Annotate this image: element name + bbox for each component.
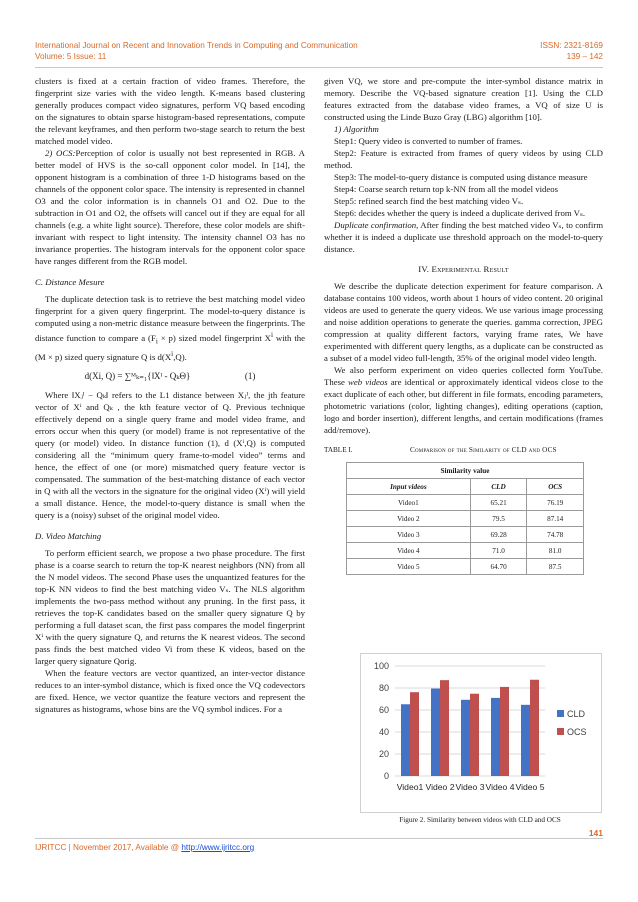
x-tick-label: Video 5 [515,782,545,792]
y-tick-label: 40 [378,727,389,737]
y-tick-label: 60 [378,705,389,715]
paragraph: When the feature vectors are vector quantized, an inter-vector distance reduces to an inter-symbol distance, which is fixed once the VQ codevectors are fixed. Hence, we vector quantize the feature vectors and represent the signatures as histograms, whose bins are the VQ symbol indices. For a [35,667,305,714]
section-heading: D. Video Matching [35,530,102,541]
algorithm-step: Step3: The model-to-query distance is computed using distance measure [334,172,588,182]
journal-link[interactable]: http://www.ijritcc.org [181,843,255,852]
paragraph: clusters is fixed at a certain fraction of video frames. Therefore, the fingerprint size varies with the video length. K-means based clustering generally produces compact video signatures, perform VQ based encoding on the signatures to obtain sparse histogram-based representations, compute the relevant keyframes, and then perform two-stage search to return the best matched model video. [35,76,305,146]
equation-body: d(Xi, Q) = ∑ᴹₖ₌₁{‖Xᴵ - QₖΘ} [84,370,191,381]
table-group-header: Similarity value [347,463,584,479]
paragraph: Where ‖Xⱼᴵ − Qₖ‖ refers to the L1 distance between Xⱼᴵ, the jth feature vector of Xⁱ and Qₖ , the kth feature vector of Q. Previous technique effectively depend on a single query frame and model video frame, and errors occur when this query (or model) frame is not representative of the query (or model) video. In distance function (1), d (Xⁱ,Q) is computed considering all the “minimum query frame-to-model video” terms and hence, the effect of one (or more) mismatched query feature vector is compensated. The summation of the best-matching distance of each vector in Q with all the vectors in the signature for the original video (Xⁱ) will yield a small distance. Hence, the model-to-query distance is small when the query is a (noisy) subset of the original model video. [35,389,305,520]
table-row: Video 2 79.5 87.14 [347,511,584,527]
right-column [324,75,603,575]
equation-number: (1) [244,370,256,381]
algorithm-step: Step1: Query video is converted to number of frames. [334,136,523,146]
legend-label: CLD [567,709,586,719]
issn: ISSN: 2321-8169 [540,41,603,50]
header-rule [35,67,603,68]
paragraph: 2) OCS:Perception of color is usually not best represented in RGB. A better model of HVS is the so-call opponent color model. In [14], the opponent histogram is a combination of three 1-D histograms based on the channels of the opponent color space. The intensity is represented in channel O3 and the color information is in channels O1 and O2. Due to the subtraction in O1 and O2, the offsets will cancel out if they are equal for all channels (e.g. a white light source). Therefore, these color models are shift-invariant with respect to light intensity. The intensity channel O3 has no invariance properties. The histogram intervals for the opponent color space have ranges different from the RGB model. [35,148,306,266]
y-tick-label: 80 [378,683,389,693]
bar-cld [461,700,470,776]
equation [35,370,305,382]
table-row: Video1 65.21 76.19 [347,495,584,511]
y-tick-label: 0 [383,771,389,781]
bar-cld [491,698,500,776]
chart-svg [361,654,601,812]
bar-ocs [410,692,419,776]
journal-header [35,40,358,62]
section-heading: IV. Experimental Result [418,264,509,274]
x-tick-label: Video 2 [425,782,455,792]
legend-swatch [557,728,564,735]
table-row: Video 5 64.70 87.5 [347,559,584,575]
paragraph: The duplicate detection task is to retrieve the best matching model video fingerprint for a given query fingerprint. The model-to-query distance is computed using a non-metric distance measure between the fingerprints. The distance function to compare a $(F_i \times p)$ sized model fingerprint $X^i$ with the (M × p) sized query signature Q is $d(X^i,Q)$. [35,294,306,362]
x-tick-label: Video 3 [455,782,485,792]
journal-title: International Journal on Recent and Innovation Trends in Computing and Communication [35,41,358,50]
bar-ocs [440,680,449,776]
table-row: Video 4 71.0 81.0 [347,543,584,559]
paragraph: Duplicate confirmation, After finding the best matched video Vₛ, to confirm whether it is indeed a duplicate use threshold approach on the model-to-query distance. [324,220,604,254]
algorithm-heading: 1) Algorithm [334,124,379,134]
table-header-cell: Input videos [347,479,471,495]
subsection-label: 2) OCS: [45,148,76,158]
bar-ocs [530,680,539,776]
paragraph: We describe the duplicate detection experiment for feature comparison. A database contains 100 videos, worth about 1 hours of video content. 20 original videos are used to generate the query videos. We use various image processing and noise addition operations to generate the queries. gamma correction, JPEG compression at quality different factors, varying frame rates, We have experimented with different query lengths, as a duplicate can be constructed as a subset of a model video full-length, 35% of the original model video length. [324,281,603,363]
algorithm-step: Step6: decides whether the query is indeed a duplicate derived from Vₛ. [334,208,586,218]
section-heading: C. Distance Mesure [35,277,105,287]
bar-ocs [470,694,479,776]
bar-cld [521,705,530,776]
bar-cld [401,704,410,776]
paragraph: We also perform experiment on video queries collected form YouTube. These web videos are identical or approximately identical videos close to the exact duplicate of each other, but different in file formats, encoding parameters, photometric variations (color, lighting changes), editing operations (caption, logo and border insertion), different lengths, and certain modifications (frames add/remove). [324,365,603,435]
x-tick-label: Video1 [396,782,424,792]
figure-caption: Figure 2. Similarity between videos with CLD and OCS [399,816,561,824]
similarity-table [346,462,584,575]
y-tick-label: 100 [373,661,389,671]
bar-cld [431,689,440,776]
legend-label: OCS [567,727,587,737]
table-row: Video 3 69.28 74.78 [347,527,584,543]
page-range: 139 – 142 [566,52,603,61]
algorithm-step: Step5: refined search find the best matching video Vₛ. [334,196,524,206]
y-tick-label: 20 [378,749,389,759]
similarity-chart [360,653,602,813]
page-number: 141 [588,828,603,838]
footer-text: IJRITCC | November 2017, Available @ [35,843,182,852]
paragraph: To perform efficient search, we propose a two phase procedure. The first phase is a coarse search to return the top-K nearest neighbors (NN) from all the N model videos. The second Phase uses the unquantized features for the top-K NN videos to find the best matching video Vₛ. The NLS algorithm implements the two-pass method without any pruning. In the first pass, it retrieves the top-K candidates based on the smaller query signature Q by performing a full dataset scan, the first pass compares the model fingerprint Xⁱ with the query signature Q, and returns the K nearest videos. The second pass finds the best matched video Vi from these K videos, based on the larger query signature Qorig. [35,547,305,666]
table-title: Comparison of the Similarity of CLD and OCS [410,446,557,454]
table-header-cell: OCS [527,479,584,495]
table-number: TABLE I. [324,446,353,454]
table-header-cell: CLD [470,479,527,495]
left-column [35,75,305,715]
table-caption [324,444,603,456]
journal-volume: Volume: 5 Issue: 11 [35,52,107,61]
algorithm-step: Step2: Feature is extracted from frames of query videos by using CLD method. [324,148,603,170]
footer-rule [35,838,603,839]
algorithm-step: Step4: Coarse search return top k-NN from all the model videos [334,184,559,194]
paragraph: given VQ, we store and pre-compute the inter-symbol distance matrix in memory. Describe the VQ-based signature creation [1]. Using the CLD features extracted from the database video frames, a VQ of size U is constructed using the Linde Buzo Gray (LBG) algorithm [10]. [324,76,603,122]
footer [35,843,254,852]
bar-ocs [500,687,509,776]
legend-swatch [557,710,564,717]
x-tick-label: Video 4 [485,782,515,792]
journal-header-right [540,40,603,62]
